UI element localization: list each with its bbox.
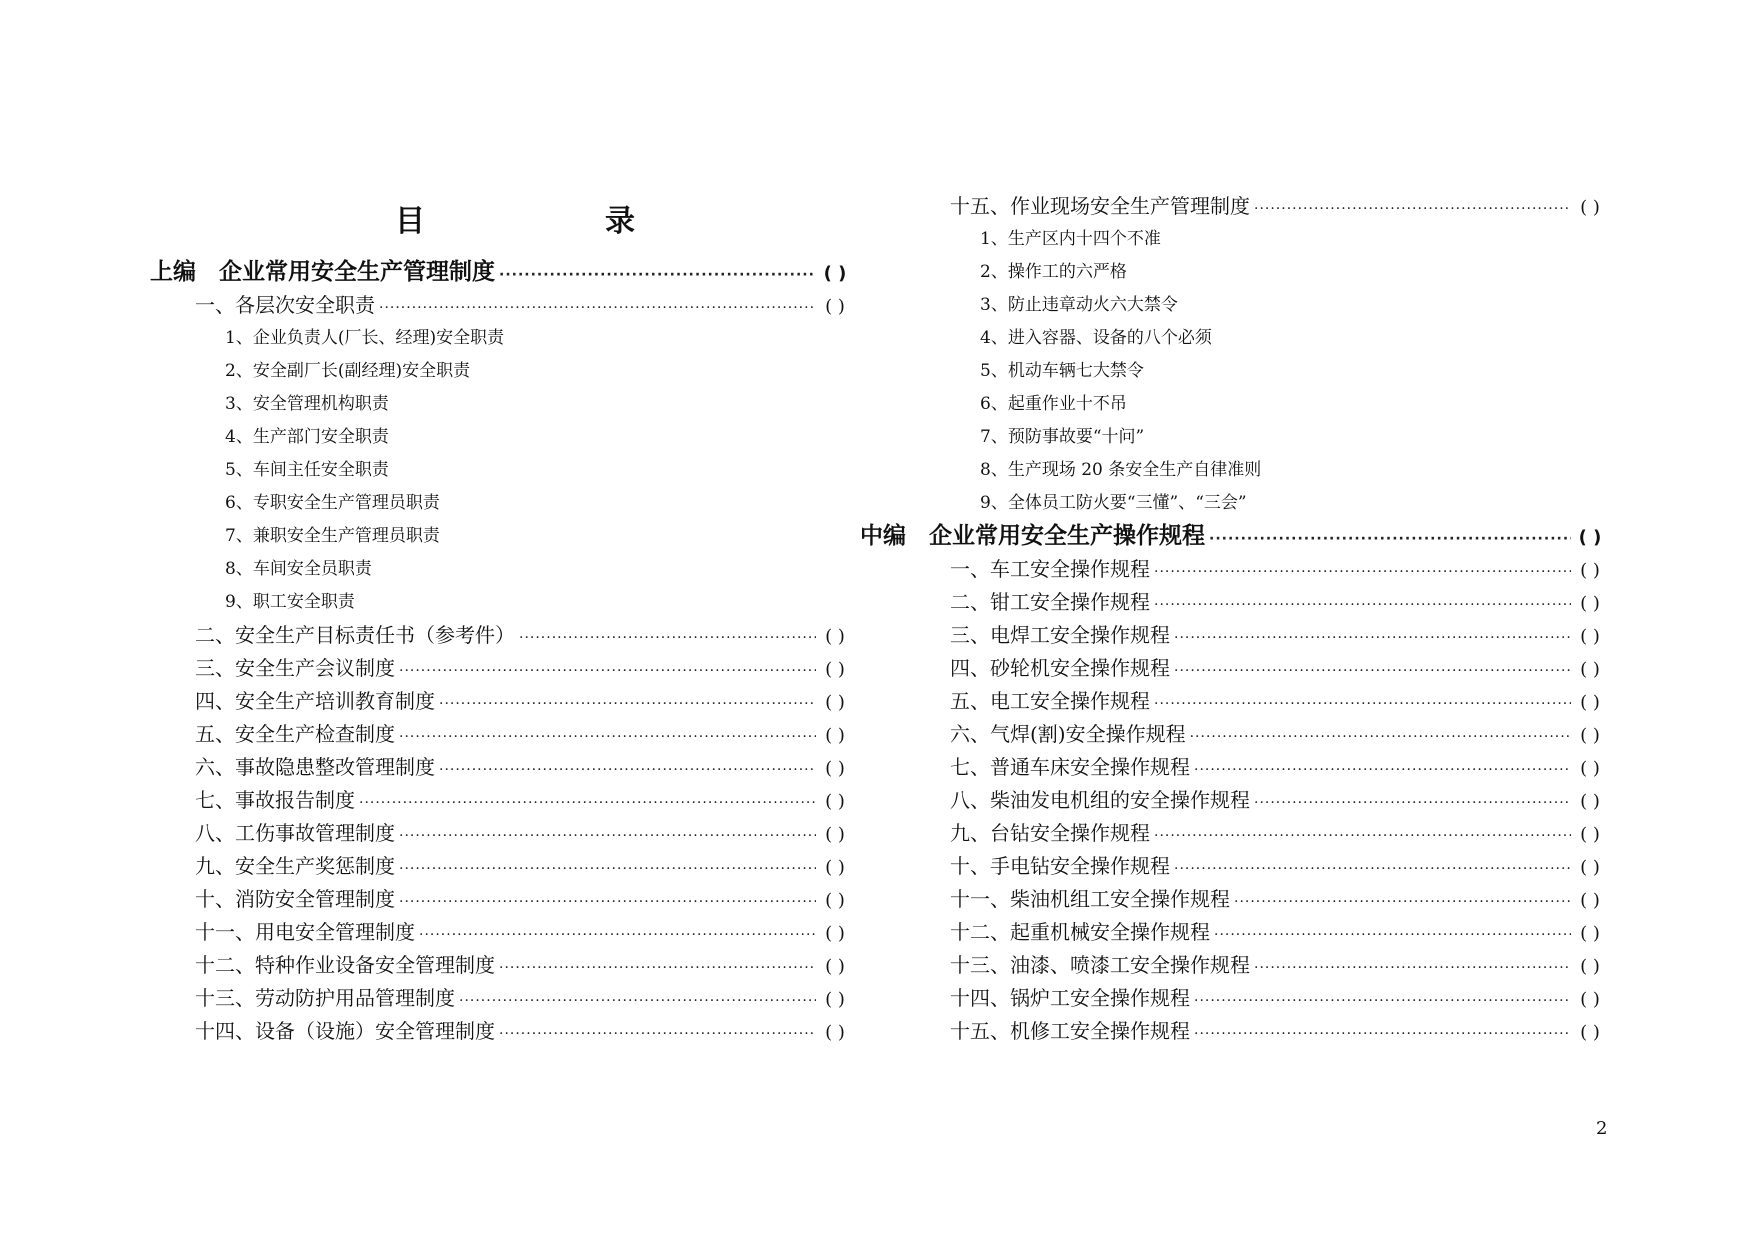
toc-entry-text: 8、车间安全员职责 xyxy=(225,559,372,579)
toc-subsection-entry xyxy=(150,553,850,586)
toc-subsection-entry xyxy=(150,322,850,355)
toc-section-entry xyxy=(150,652,850,685)
toc-page-ref: ( ) xyxy=(1580,758,1600,779)
toc-entry-text: 四、安全生产培训教育制度 xyxy=(195,689,435,713)
toc-subsection-entry xyxy=(905,421,1605,454)
leader-dots xyxy=(1234,886,1571,919)
toc-section-entry xyxy=(905,850,1605,883)
toc-entry-text: 十二、起重机械安全操作规程 xyxy=(950,920,1210,944)
leader-dots xyxy=(1174,853,1571,886)
leader-dots xyxy=(1174,622,1571,655)
toc-page-ref: ( ) xyxy=(825,725,845,746)
toc-entry-text: 四、砂轮机安全操作规程 xyxy=(950,656,1170,680)
toc-section-entry xyxy=(905,784,1605,817)
toc-page-ref: ( ) xyxy=(825,296,845,317)
leader-dots xyxy=(419,919,816,952)
toc-page-ref: ( ) xyxy=(825,989,845,1010)
toc-section-entry xyxy=(905,949,1605,982)
toc-entry-text: 三、电焊工安全操作规程 xyxy=(950,623,1170,647)
toc-page-ref: ( ) xyxy=(825,956,845,977)
toc-page-ref: ( ) xyxy=(825,791,845,812)
toc-entry-text: 十一、用电安全管理制度 xyxy=(195,920,415,944)
toc-section-entry xyxy=(905,982,1605,1015)
toc-entry-text: 9、全体员工防火要“三懂”、“三会” xyxy=(980,493,1247,513)
toc-subsection-entry xyxy=(150,487,850,520)
leader-dots xyxy=(1154,688,1571,721)
toc-page-ref: ( ) xyxy=(1580,725,1600,746)
leader-dots xyxy=(1254,787,1571,820)
toc-section-entry xyxy=(150,751,850,784)
toc-entry-text: 十五、作业现场安全生产管理制度 xyxy=(950,194,1250,218)
toc-section-entry xyxy=(150,784,850,817)
toc-page-ref: ( ) xyxy=(825,692,845,713)
toc-page-ref: ( ) xyxy=(825,923,845,944)
toc-entry-text: 二、安全生产目标责任书（参考件） xyxy=(195,623,515,647)
toc-entry-text: 十五、机修工安全操作规程 xyxy=(950,1019,1190,1043)
toc-right-column xyxy=(860,190,1605,1048)
toc-section-entry xyxy=(150,949,850,982)
toc-subsection-entry xyxy=(150,388,850,421)
page-number: 2 xyxy=(1596,1118,1608,1139)
toc-entry-text: 五、安全生产检查制度 xyxy=(195,722,395,746)
toc-entry-text: 九、台钻安全操作规程 xyxy=(950,821,1150,845)
toc-subsection-entry xyxy=(905,355,1605,388)
toc-subsection-entry xyxy=(905,223,1605,256)
toc-section-entry xyxy=(905,1015,1605,1048)
toc-subsection-entry xyxy=(905,487,1605,520)
toc-entry-text: 二、钳工安全操作规程 xyxy=(950,590,1150,614)
toc-entry-text: 十二、特种作业设备安全管理制度 xyxy=(195,953,495,977)
toc-entry-text: 中编 企业常用安全生产操作规程 xyxy=(860,523,1205,549)
toc-section-entry xyxy=(150,685,850,718)
toc-entry-text: 六、气焊(割)安全操作规程 xyxy=(950,722,1186,746)
toc-entry-text: 十三、劳动防护用品管理制度 xyxy=(195,986,455,1010)
toc-section-entry xyxy=(150,817,850,850)
toc-part-heading xyxy=(860,520,1605,553)
toc-page-ref: ( ) xyxy=(1580,890,1600,911)
leader-dots xyxy=(359,787,816,820)
toc-section-entry xyxy=(905,190,1605,223)
toc-page-ref: ( ) xyxy=(1580,857,1600,878)
leader-dots xyxy=(1254,952,1571,985)
toc-left-column xyxy=(150,200,850,1048)
leader-dots xyxy=(499,1018,816,1051)
toc-section-entry xyxy=(905,553,1605,586)
toc-entry-text: 六、事故隐患整改管理制度 xyxy=(195,755,435,779)
toc-page-ref: ( ) xyxy=(823,263,847,284)
toc-page-ref: ( ) xyxy=(1580,560,1600,581)
toc-entry-text: 九、安全生产奖惩制度 xyxy=(195,854,395,878)
toc-entry-text: 七、普通车床安全操作规程 xyxy=(950,755,1190,779)
toc-entry-text: 八、工伤事故管理制度 xyxy=(195,821,395,845)
toc-section-entry xyxy=(905,817,1605,850)
toc-section-entry xyxy=(150,982,850,1015)
toc-section-entry xyxy=(150,916,850,949)
leader-dots xyxy=(1174,655,1571,688)
toc-entry-text: 一、车工安全操作规程 xyxy=(950,557,1150,581)
toc-part-heading xyxy=(150,256,850,289)
leader-dots xyxy=(399,886,816,919)
toc-section-entry xyxy=(905,652,1605,685)
toc-subsection-entry xyxy=(150,454,850,487)
page-title: 目 录 xyxy=(395,204,675,239)
toc-subsection-entry xyxy=(905,256,1605,289)
toc-entry-text: 2、操作工的六严格 xyxy=(980,262,1127,282)
leader-dots xyxy=(459,985,816,1018)
toc-subsection-entry xyxy=(905,388,1605,421)
toc-section-entry xyxy=(150,619,850,652)
toc-entry-text: 十、消防安全管理制度 xyxy=(195,887,395,911)
toc-page-ref: ( ) xyxy=(1580,824,1600,845)
leader-dots xyxy=(399,721,816,754)
leader-dots xyxy=(1194,985,1571,1018)
toc-page-ref: ( ) xyxy=(1580,659,1600,680)
toc-entry-text: 十一、柴油机组工安全操作规程 xyxy=(950,887,1230,911)
leader-dots xyxy=(1154,556,1571,589)
leader-dots xyxy=(399,655,816,688)
toc-entry-text: 7、兼职安全生产管理员职责 xyxy=(225,526,440,546)
leader-dots xyxy=(1209,523,1571,556)
toc-section-entry xyxy=(905,685,1605,718)
toc-page-ref: ( ) xyxy=(1580,692,1600,713)
toc-section-entry xyxy=(150,850,850,883)
toc-entry-text: 5、机动车辆七大禁令 xyxy=(980,361,1144,381)
toc-entry-text: 十四、设备（设施）安全管理制度 xyxy=(195,1019,495,1043)
leader-dots xyxy=(1214,919,1571,952)
leader-dots xyxy=(519,622,816,655)
toc-page-ref: ( ) xyxy=(825,857,845,878)
toc-page-ref: ( ) xyxy=(1580,593,1600,614)
leader-dots xyxy=(1154,820,1571,853)
toc-subsection-entry xyxy=(150,586,850,619)
toc-entry-text: 3、安全管理机构职责 xyxy=(225,394,389,414)
toc-page-ref: ( ) xyxy=(825,758,845,779)
toc-subsection-entry xyxy=(150,355,850,388)
leader-dots xyxy=(1194,1018,1571,1051)
toc-page-ref: ( ) xyxy=(1580,626,1600,647)
toc-page-ref: ( ) xyxy=(1580,791,1600,812)
toc-list-left xyxy=(150,256,850,1048)
toc-page-ref: ( ) xyxy=(1580,923,1600,944)
toc-page-ref: ( ) xyxy=(825,659,845,680)
toc-section-entry xyxy=(150,883,850,916)
toc-page-ref: ( ) xyxy=(825,626,845,647)
toc-section-entry xyxy=(905,619,1605,652)
toc-entry-text: 十四、锅炉工安全操作规程 xyxy=(950,986,1190,1010)
toc-page-ref: ( ) xyxy=(1580,1022,1600,1043)
toc-entry-text: 1、生产区内十四个不准 xyxy=(980,229,1161,249)
toc-entry-text: 6、起重作业十不吊 xyxy=(980,394,1127,414)
toc-entry-text: 6、专职安全生产管理员职责 xyxy=(225,493,440,513)
toc-page-ref: ( ) xyxy=(1578,527,1602,548)
toc-entry-text: 五、电工安全操作规程 xyxy=(950,689,1150,713)
leader-dots xyxy=(399,820,816,853)
toc-entry-text: 十三、油漆、喷漆工安全操作规程 xyxy=(950,953,1250,977)
toc-entry-text: 7、预防事故要“十问” xyxy=(980,427,1145,447)
toc-section-entry xyxy=(905,586,1605,619)
toc-entry-text: 十、手电钻安全操作规程 xyxy=(950,854,1170,878)
toc-entry-text: 4、生产部门安全职责 xyxy=(225,427,389,447)
toc-list-right xyxy=(860,190,1605,1048)
toc-page-ref: ( ) xyxy=(1580,197,1600,218)
leader-dots xyxy=(439,688,816,721)
leader-dots xyxy=(439,754,816,787)
toc-page-ref: ( ) xyxy=(825,890,845,911)
toc-subsection-entry xyxy=(905,454,1605,487)
toc-subsection-entry xyxy=(905,289,1605,322)
leader-dots xyxy=(1194,754,1571,787)
toc-section-entry xyxy=(905,883,1605,916)
toc-entry-text: 5、车间主任安全职责 xyxy=(225,460,389,480)
toc-subsection-entry xyxy=(150,520,850,553)
toc-subsection-entry xyxy=(150,421,850,454)
toc-entry-text: 八、柴油发电机组的安全操作规程 xyxy=(950,788,1250,812)
leader-dots xyxy=(1190,721,1571,754)
toc-section-entry xyxy=(905,916,1605,949)
toc-section-entry xyxy=(905,751,1605,784)
toc-entry-text: 上编 企业常用安全生产管理制度 xyxy=(150,259,495,285)
toc-entry-text: 3、防止违章动火六大禁令 xyxy=(980,295,1178,315)
toc-entry-text: 七、事故报告制度 xyxy=(195,788,355,812)
toc-page-ref: ( ) xyxy=(825,1022,845,1043)
toc-entry-text: 8、生产现场 20 条安全生产自律准则 xyxy=(980,460,1262,480)
toc-entry-text: 2、安全副厂长(副经理)安全职责 xyxy=(225,361,471,381)
leader-dots xyxy=(379,292,816,325)
toc-section-entry xyxy=(150,1015,850,1048)
toc-entry-text: 1、企业负责人(厂长、经理)安全职责 xyxy=(225,328,505,348)
leader-dots xyxy=(499,952,816,985)
toc-page-ref: ( ) xyxy=(825,824,845,845)
toc-entry-text: 4、进入容器、设备的八个必须 xyxy=(980,328,1212,348)
toc-section-entry xyxy=(150,718,850,751)
leader-dots xyxy=(499,259,816,292)
toc-section-entry xyxy=(905,718,1605,751)
toc-entry-text: 9、职工安全职责 xyxy=(225,592,355,612)
toc-entry-text: 一、各层次安全职责 xyxy=(195,293,375,317)
leader-dots xyxy=(1254,193,1571,226)
toc-entry-text: 三、安全生产会议制度 xyxy=(195,656,395,680)
toc-page-ref: ( ) xyxy=(1580,956,1600,977)
leader-dots xyxy=(1154,589,1571,622)
leader-dots xyxy=(399,853,816,886)
toc-page-ref: ( ) xyxy=(1580,989,1600,1010)
toc-section-entry xyxy=(150,289,850,322)
toc-subsection-entry xyxy=(905,322,1605,355)
